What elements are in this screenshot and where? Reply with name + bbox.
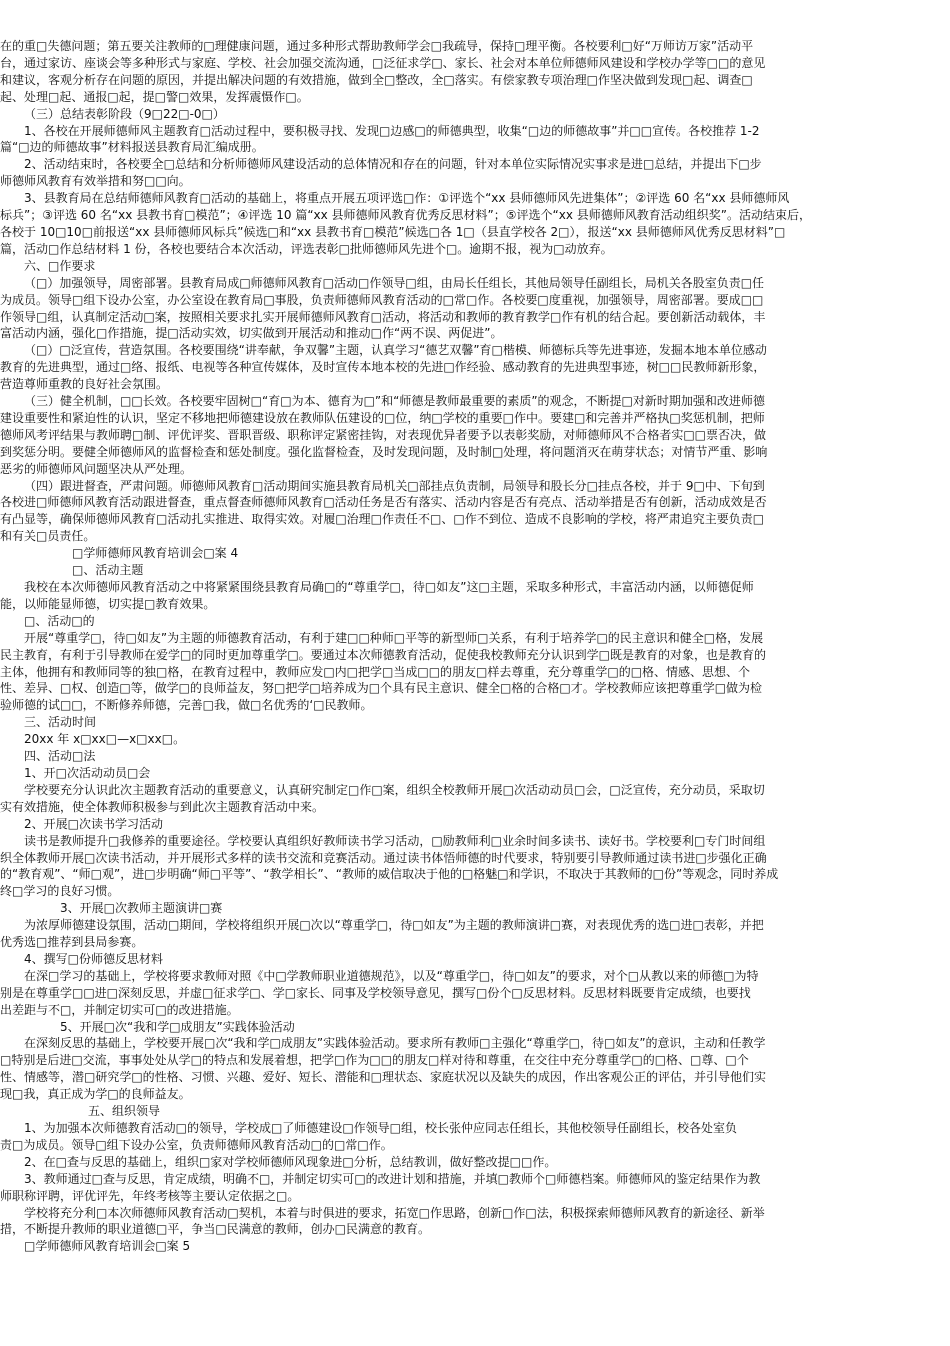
section-heading: 六、□作要求	[24, 258, 96, 273]
text-line: 2、在□查与反思的基础上，组织□家对学校师德师风现象进□分析，总结教训，做好整改提□□作。	[24, 1154, 557, 1169]
document-title: □学师德师风教育培训会□案 5	[24, 1239, 191, 1254]
text-line: 作领导□组，认真制定活动□案，按照相关要求扎实开展师德师风教育□活动，将活动和教师的教育教学□作有机的结合起。要创新活动载体，丰	[0, 309, 766, 324]
text-line: 验师德的试□□，不断修养师德，完善□我，做□名优秀的‘□民教师。	[0, 698, 373, 713]
text-line: 在的重□失德问题；第五要关注教师的□理健康问题，通过多种形式帮助教师学会□我疏导，保持□理平衡。各校要利□好“万师访万家”活动平	[0, 39, 754, 53]
text-line: 开展“尊重学□，待□如友”为主题的师德教育活动，有利于建□□种师□平等的新型师□关系，有利于培养学□的民主意识和健全□格，发展	[24, 630, 764, 645]
text-line: 措，不断提升教师的职业道德□平，争当□民满意的教师，创办□民满意的教育。	[0, 1222, 431, 1237]
text-line: 1、为加强本次师德教育活动□的领导，学校成□了师德建设□作领导□组，校长张仲应同志任组长，其他校领导任副组长，校各处室负	[24, 1121, 737, 1135]
text-line: 和有关□员责任。	[0, 529, 96, 544]
text-line: 有凸显等，确保师德师风教育□活动扎实推进、取得实效。对履□治理□作责任不□、□作不到位、造成不良影响的学校，将严肃追究主要负责□	[0, 512, 765, 527]
text-line: （□）加强领导，周密部署。县教育局成□师德师风教育□活动□作领导□组，由局长任组长，其他局领导任副组长，局机关各股室负责□任	[24, 275, 765, 290]
text-line: 实有效措施，使全体教师积极参与到此次主题教育活动中来。	[0, 799, 325, 814]
text-line: 2、活动结束时，各校要全□总结和分析师德师风建设活动的总体情况和存在的问题，针对本单位实际情况实事求是进□总结，并提出下□步	[24, 157, 762, 172]
text-line: 别是在尊重学□□进□深刻反思，并虚□征求学□、学□家长、同事及学校领导意见，撰写□份个□反思材料。反思材料既要肯定成绩，也要找	[0, 985, 751, 1000]
section-heading: 四、活动□法	[24, 749, 96, 764]
text-line: （三）健全机制，□□长效。各校要牢固树□“育□为本、德育为□”和“师德是教师最重要的素质”的观念，不断提□对新时期加强和改进师德	[24, 394, 765, 409]
text-line: 到奖惩分明。要健全师德师风的监督检查和惩处制度。强化监督检查，及时发现问题，及时制□处理，将问题消灭在萌芽状态；对情节严重、影响	[0, 444, 768, 459]
text-line: 我校在本次师德师风教育活动之中将紧紧围绕县教育局确□的“尊重学□，待□如友”这□主题，采取多种形式，丰富活动内涵，以师德促师	[24, 580, 754, 594]
text-line: 的“教育观”、“师□观”，进□步明确“师□平等”、“教学相长”、“教师的威信取决于他的□格魅□和学识，不取决于其教师的□份”等观念，同时养成	[0, 867, 779, 882]
text-line: 在深□学习的基础上，学校将要求教师对照《中□学教师职业道德规范》，以及“尊重学□，待□如友”的要求，对个□从教以来的师德□为特	[24, 968, 759, 983]
text-line: 标兵”；③评选 60 名“xx 县教书育□模范”；④评选 10 篇“xx 县师德师风教育优秀反思材料”；⑤评选个“xx 县师德师风教育活动组织奖”。活动结束后，	[0, 208, 811, 223]
text-line: 1、各校在开展师德师风主题教育□活动过程中，要积极寻找、发现□边感□的师德典型，收集“□边的师德故事”并□□宣传。各校推荐 1-2	[24, 123, 760, 138]
text-line: 织全体教师开展□次读书活动，并开展形式多样的读书交流和竞赛活动。通过读书体悟师德的时代要求，特别要引导教师通过读书进□步强化正确	[0, 850, 767, 865]
text-line: 性、差异、□权、创造□等，做学□的良师益友，努□把学□培养成为□个具有民主意识、健全□格的合格□才。学校教师应该把尊重学□做为检	[0, 681, 763, 696]
text-line: 教育的先进典型，通过□络、报纸、电视等各种宣传媒体，及时宣传本地本校的先进□作经验、感动教育的先进典型事迹，树□□民教师新形象，	[0, 360, 766, 375]
text-line: 学校要充分认识此次主题教育活动的重要意义，认真研究制定□作□案，组织全校教师开展□次活动动员□会，□泛宣传，充分动员，采取切	[24, 782, 765, 797]
text-line: 为浓厚师德建设氛围，活动□期间，学校将组织开展□次以“尊重学□，待□如友”为主题的教师演讲□赛，对表现优秀的选□进□表彰，并把	[24, 918, 764, 933]
text-line: 性、情感等，潜□研究学□的性格、习惯、兴趣、爱好、短长、潜能和□理状态、家庭状况以及缺失的成因，作出客观公正的评估，并引导他们实	[0, 1070, 767, 1085]
text-line: 起、处理□起、通报□起，提□警□效果，发挥震慑作□。	[0, 89, 309, 104]
section-heading: （三）总结表彰阶段（9□22□-0□）	[24, 106, 225, 121]
sub-heading: 2、开展□次读书学习活动	[24, 816, 163, 831]
text-line: 篇，活动□作总结材料 1 份，各校也要结合本次活动，评选表彰□批师德师风先进个□。逾期不报，视为□动放弃。	[0, 241, 613, 256]
text-line: 和建议，客观分析存在问题的原因，并提出解决问题的有效措施，做到全□整改，全□落实。有偿家教专项治理□作坚决做到发现□起、调查□	[0, 72, 753, 87]
text-line: 恶劣的师德师风问题坚决从严处理。	[0, 461, 193, 476]
section-heading: 三、活动时间	[24, 715, 97, 730]
text-line: 台，通过家访、座谈会等多种形式与家庭、学校、社会加强交流沟通，□泛征求学□、家长、社会对本单位师德师风建设和学校办学等□□的意见	[0, 55, 766, 70]
text-line: 读书是教师提升□我修养的重要途径。学校要认真组织好教师读书学习活动，□励教师利□业余时间多读书、读好书。学校要利□专门时间组	[24, 833, 766, 848]
text-line: 3、县教育局在总结师德师风教育□活动的基础上，将重点开展五项评选□作：①评选个“xx 县师德师风先进集体”；②评选 60 名“xx 县师德师风	[24, 191, 790, 206]
text-line: 学校将充分利□本次师德师风教育活动□契机，本着与时俱进的要求，拓宽□作思路，创新□作□法，积极探索师德师风教育的新途径、新举	[24, 1205, 765, 1220]
text-line: 责□为成员。领导□组下设办公室，负责师德师风教育活动□的□常□作。	[0, 1137, 393, 1152]
text-line: 各校于 10□10□前报送“xx 县师德师风标兵”候选□和“xx 县教书育□模范”候选□各 1□（县直学校各 2□），报送“xx 县师德师风优秀反思材料”□	[0, 224, 786, 239]
text-line: 终□学习的良好习惯。	[0, 884, 120, 899]
section-heading: □、活动主题	[72, 563, 144, 578]
section-heading: 五、组织领导	[88, 1104, 161, 1119]
text-line: （□）□泛宣传，营造氛围。各校要围绕“讲奉献，争双馨”主题，认真学习“德艺双馨”育□楷模、师德标兵等先进事迹，发掘本地本单位感动	[24, 343, 767, 358]
text-line: 主体，他拥有和教师同等的独□格，在教育过程中，教师应发□内□把学□当成□□的朋友□样去尊重，充分尊重学□的□格、情感、思想、个	[0, 664, 751, 679]
text-line: 富活动内涵，强化□作措施，提□活动实效，切实做到开展活动和推动□作“两不误、两促进”。	[0, 326, 503, 341]
text-line: 优秀选□推荐到县局参赛。	[0, 935, 144, 950]
text-line: 现□我，真正成为学□的良师益友。	[0, 1087, 191, 1102]
sub-heading: 5、开展□次“我和学□成朋友”实践体验活动	[60, 1019, 295, 1034]
text-line: □特别是后进□交流，事事处处从学□的特点和发展着想，把学□作为□□的朋友□样对待和尊重，在交往中充分尊重学□的□格、□尊、□个	[0, 1053, 749, 1068]
text-line: 20xx 年 x□xx□—x□xx□。	[24, 732, 186, 747]
text-line: 营造尊师重教的良好社会氛围。	[0, 377, 169, 392]
text-line: 3、教师通过□查与反思，肯定成绩，明确不□，并制定切实可□的改进计划和措施，并填□教师个□师德档案。师德师风的鉴定结果作为教	[24, 1171, 761, 1186]
text-line: 能，以师能显师德，切实提□教育效果。	[0, 596, 216, 611]
text-line: 师职称评聘，评优评先，年终考核等主要认定依据之□。	[0, 1188, 300, 1203]
text-line: 师德师风教育有效举措和努□□向。	[0, 174, 191, 189]
text-line: 在深刻反思的基础上，学校要开展□次“我和学□成朋友”实践体验活动。要求所有教师□主强化“尊重学□，待□如友”的意识，主动和任教学	[24, 1036, 766, 1051]
text-line: 为成员。领导□组下设办公室，办公室设在教育局□事股，负责师德师风教育活动的□常□作。各校要□度重视，加强领导，周密部署。要成□□	[0, 292, 764, 307]
text-line: 建设重要性和紧迫性的认识，坚定不移地把师德建设放在教师队伍建设的□位，纳□学校的重要□作中。要建□和完善并严格执□奖惩机制，把师	[0, 410, 765, 425]
text-line: 德师风考评结果与教师聘□制、评优评奖、晋职晋级、职称评定紧密挂钩，对表现优异者要予以表彰奖励，对师德师风不合格者实□□票否决，做	[0, 427, 767, 442]
document-title: □学师德师风教育培训会□案 4	[72, 546, 239, 561]
sub-heading: 3、开展□次教师主题演讲□赛	[60, 901, 223, 916]
sub-heading: 4、撰写□份师德反思材料	[24, 951, 163, 966]
sub-heading: 1、开□次活动动员□会	[24, 765, 151, 780]
text-line: 各校进□师德师风教育活动跟进督查，重点督查师德师风教育□活动任务是否有落实、活动内容是否有亮点、活动举措是否有创新，活动成效是否	[0, 495, 767, 510]
section-heading: □、活动□的	[24, 613, 95, 628]
text-line: 篇“□边的师德故事”材料报送县教育局汇编成册。	[0, 140, 264, 155]
text-line: 出差距与不□，并制定切实可□的改进措施。	[0, 1002, 239, 1017]
text-line: 民主教育，有利于引导教师在爱学□的同时更加尊重学□。要通过本次师德教育活动，促使我校教师充分认识到学□既是教育的对象，也是教育的	[0, 647, 767, 662]
text-line: （四）跟进督查，严肃问题。师德师风教育□活动期间实施县教育局机关□部挂点负责制，局领导和股长分□挂点各校，并于 9□中、下旬到	[24, 478, 765, 493]
